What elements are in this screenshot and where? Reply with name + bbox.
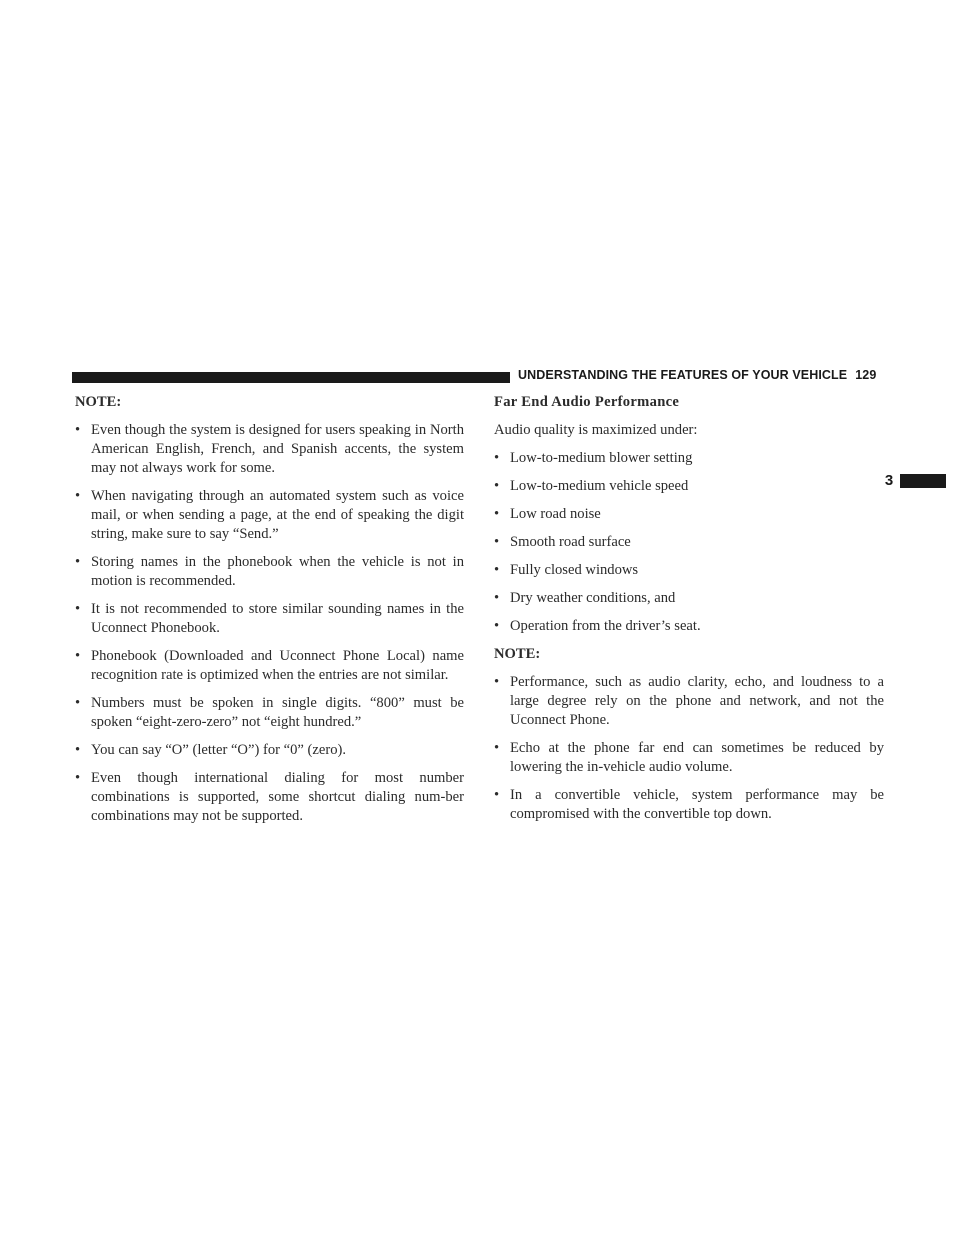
list-item: • Performance, such as audio clarity, echo, and loudness to a large degree rely on the phone and network, and not the Uconnect Phone.	[494, 674, 884, 728]
list-item: • Echo at the phone far end can sometimes be reduced by lowering the in-vehicle audio volume.	[494, 740, 884, 775]
list-item: • Even though international dialing for most number combinations is supported, some shortcut dialing num-ber combinations may not be supported.	[75, 770, 464, 824]
bullet-icon: •	[494, 618, 500, 634]
conditions-list	[494, 449, 884, 636]
chapter-tab	[900, 474, 946, 488]
bullet-icon: •	[494, 506, 500, 522]
list-item: • When navigating through an automated system such as voice mail, or when sending a page, at the end of speaking the digit string, make sure to say “Send.”	[75, 488, 464, 542]
bullet-icon: •	[75, 554, 81, 570]
list-item: • Low-to-medium vehicle speed	[494, 478, 689, 494]
list-item: • Fully closed windows	[494, 562, 639, 578]
bullet-icon: •	[75, 488, 81, 504]
list-item: • Even though the system is designed for users speaking in North American English, French, and Spanish accents, the system may not always work for some.	[75, 422, 464, 476]
bullet-icon: •	[75, 648, 81, 664]
section-heading: Far End Audio Performance	[494, 394, 680, 410]
bullet-icon: •	[494, 478, 500, 494]
header-rule	[72, 372, 510, 383]
bullet-icon: •	[494, 787, 500, 803]
note-heading: NOTE:	[494, 646, 541, 662]
list-item: • Operation from the driver’s seat.	[494, 618, 701, 634]
bullet-icon: •	[75, 422, 81, 438]
list-item: • In a convertible vehicle, system performance may be compromised with the convertible top down.	[494, 787, 884, 822]
list-item: • Low-to-medium blower setting	[494, 450, 693, 466]
list-item: • It is not recommended to store similar sounding names in the Uconnect Phonebook.	[75, 601, 464, 636]
note-list	[494, 673, 884, 824]
list-item: • Numbers must be spoken in single digits. “800” must be spoken “eight-zero-zero” not “eight hundred.”	[75, 695, 464, 730]
note-list	[75, 421, 464, 826]
list-item: • Storing names in the phonebook when the vehicle is not in motion is recommended.	[75, 554, 464, 589]
bullet-icon: •	[494, 534, 500, 550]
note-heading: NOTE:	[75, 394, 122, 410]
bullet-icon: •	[75, 742, 81, 758]
bullet-icon: •	[494, 590, 500, 606]
list-item: • You can say “O” (letter “O”) for “0” (zero).	[75, 742, 346, 758]
bullet-icon: •	[75, 601, 81, 617]
bullet-icon: •	[494, 740, 500, 756]
running-header	[518, 368, 876, 382]
right-column	[494, 393, 884, 833]
chapter-number: 3	[884, 472, 894, 489]
bullet-icon: •	[494, 450, 500, 466]
section-title: UNDERSTANDING THE FEATURES OF YOUR VEHICLE	[518, 368, 848, 382]
list-item: • Phonebook (Downloaded and Uconnect Phone Local) name recognition rate is optimized when the entries are not similar.	[75, 648, 464, 683]
list-item: • Low road noise	[494, 506, 601, 522]
bullet-icon: •	[494, 562, 500, 578]
intro-paragraph: Audio quality is maximized under:	[494, 422, 698, 438]
bullet-icon: •	[494, 674, 500, 690]
bullet-icon: •	[75, 770, 81, 786]
list-item: • Dry weather conditions, and	[494, 590, 676, 606]
list-item: • Smooth road surface	[494, 534, 631, 550]
bullet-icon: •	[75, 695, 81, 711]
page-number: 129	[855, 368, 877, 382]
left-column	[75, 393, 464, 835]
